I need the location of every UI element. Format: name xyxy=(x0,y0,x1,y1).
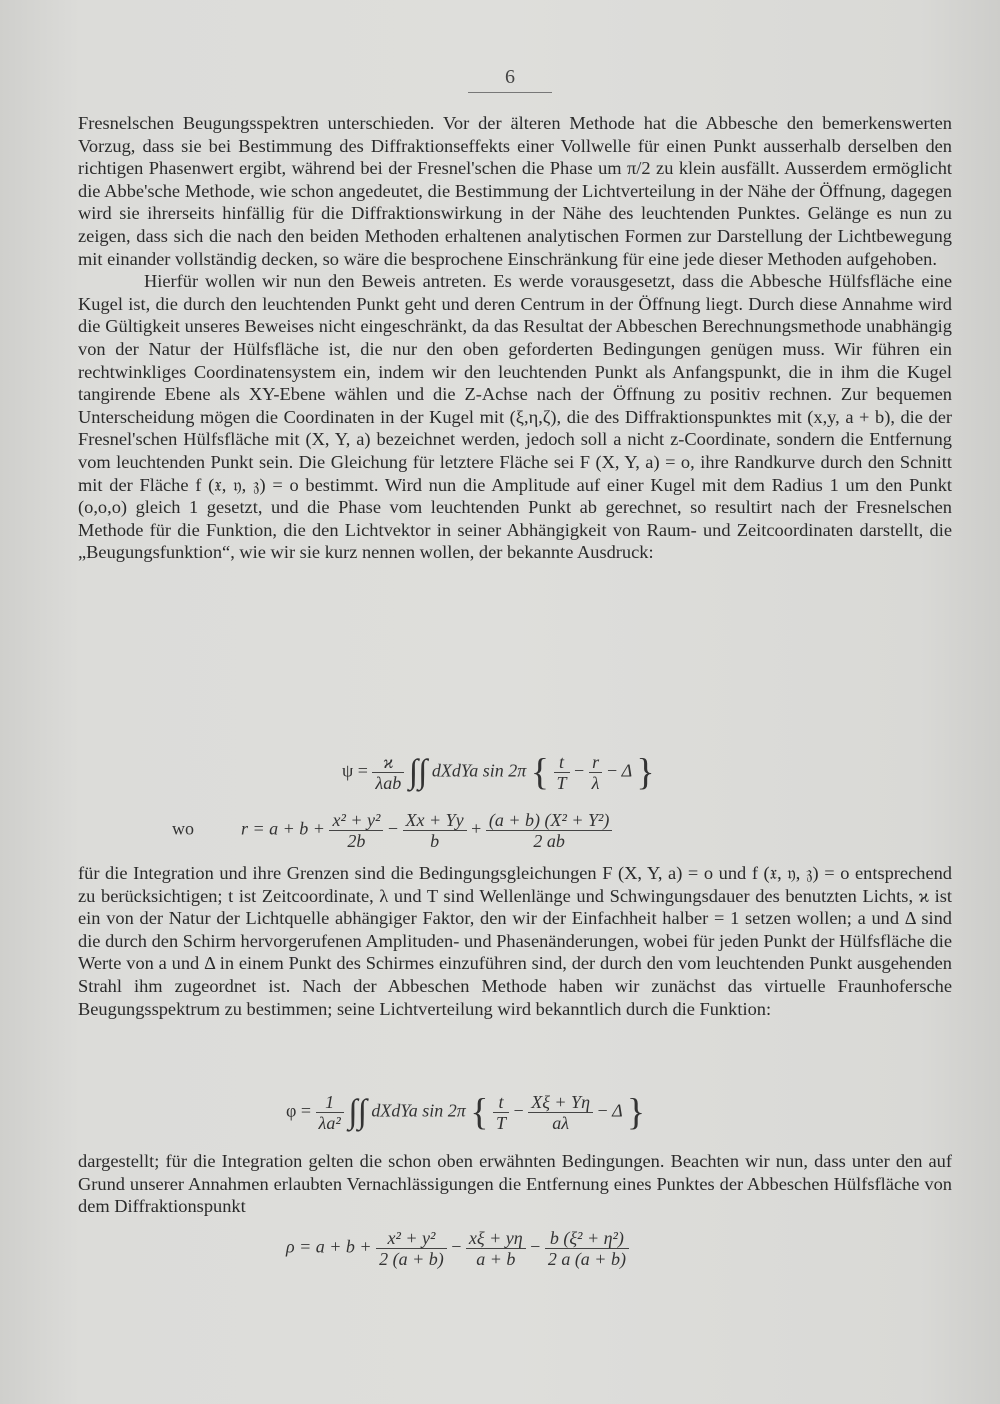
page-number-rule xyxy=(468,92,552,93)
formula-psi-lhs: ψ = xyxy=(342,760,368,781)
paragraph-1-block xyxy=(78,112,952,564)
formula-r-term-1 xyxy=(329,810,383,851)
fraction-denominator: b xyxy=(430,831,440,851)
fraction-numerator: xξ + yη xyxy=(466,1228,526,1249)
minus-sign: − xyxy=(597,1100,613,1121)
formula-psi-integrand: dXdYa sin 2π xyxy=(431,760,527,781)
minus-sign: − xyxy=(387,818,403,839)
formula-phi-t-over-T xyxy=(493,1092,509,1133)
minus-sign: − xyxy=(451,1236,466,1257)
paragraph-2: Hierfür wollen wir nun den Beweis antreten. Es werde vorausgesetzt, dass die Abbesche Hülfsfläche eine Kugel ist, die durch den leuchtenden Punkt geht und deren Centrum in der Öffnung liegt. Durch diese Annahme wird die Gültigkeit unseres Beweises nicht eingeschränkt, da das Resultat der Abbeschen Berechnungsmethode unabhängig von der Natur der Hülfsfläche ist, die nur den oben geforderten Bedingungen genügen muss. Wir führen ein rechtwinkliges Coordinatensystem ein, indem wir den leuchtenden Punkt als Anfangspunkt, die in ihm die Kugel tangirende Ebene als XY-Ebene wählen und die Z-Achse nach der Öffnung zu positiv rechnen. Zur bequemen Unterscheidung mögen die Coordinaten in der Kugel mit (ξ,η,ζ), die des Diffraktionspunktes mit (x,y, a + b), die der Fresnel'schen Hülfsfläche mit (X, Y, a) bezeichnet werden, jedoch soll a nicht z-Coordinate, sondern die Entfernung vom leuchtenden Punkt sein. Die Gleichung für letztere Fläche sei F (X, Y, a) = o, ihre Randkurve durch den Schnitt mit der Fläche f (𝔵, 𝔶, 𝔷) = o bestimmt. Wird nun die Amplitude auf einer Kugel mit dem Radius 1 um den Punkt (o,o,o) gleich 1 gesetzt, und die Phase vom leuchtenden Punkt ab gerechnet, so resultirt nach der Fresnelschen Methode für die Funktion, die den Lichtvektor in seiner Abhängigkeit von Raum- und Zeitcoordinaten darstellt, die „Beugungsfunktion“, wie wir sie kurz nennen wollen, der bekannte Ausdruck: xyxy=(78,271,952,563)
fraction-denominator: a + b xyxy=(476,1249,516,1269)
formula-rho-lhs: ρ = a + b + xyxy=(286,1236,372,1257)
fraction-denominator: λa² xyxy=(318,1113,341,1133)
formula-rho-term-3 xyxy=(545,1228,629,1269)
paragraph-1: Fresnelschen Beugungsspektren unterschieden. Vor der älteren Methode hat die Abbesche den bemerkenswerten Vorzug, dass sie bei Bestimmung des Diffraktionseffekts einer Vollwelle für einen Punkt ausserhalb derselben den richtigen Phasenwert ergibt, während bei der Fresnel'schen die Phase um π/2 zu klein ausfällt. Ausserdem ermöglicht die Abbe'sche Methode, wie schon angedeutet, die Bestimmung der Lichtverteilung in der Nähe der Öffnung, dagegen wird sie ihrerseits hinfällig für die Diffraktionswirkung in der Nähe des leuchtenden Punktes. Gelänge es nun zu zeigen, dass sich die nach den beiden Methoden erhaltenen analytischen Formen zur Darstellung der Lichtbewegung mit einander vollständig decken, so wäre die besprochene Einschränkung für eine jede dieser Methoden aufgehoben. xyxy=(78,113,952,269)
right-brace: } xyxy=(626,1091,646,1134)
fraction-numerator: t xyxy=(493,1092,509,1113)
minus-sign: − xyxy=(513,1100,529,1121)
double-integral-sign: ∫∫ xyxy=(408,753,428,791)
formula-rho-term-1 xyxy=(376,1228,447,1269)
paragraph-4-block xyxy=(78,1150,952,1218)
formula-r-term-2 xyxy=(403,810,467,851)
fraction-denominator: 2 a (a + b) xyxy=(547,1249,626,1269)
formula-phi xyxy=(286,1092,645,1133)
fraction-numerator: (a + b) (X² + Y²) xyxy=(486,810,613,831)
fraction-denominator: 2 (a + b) xyxy=(379,1249,444,1269)
fraction-denominator: λab xyxy=(375,773,402,793)
formula-phi-lhs: φ = xyxy=(286,1100,312,1121)
formula-psi-coefficient xyxy=(372,752,404,793)
minus-sign: − xyxy=(574,760,589,781)
formula-psi xyxy=(342,752,655,793)
formula-phi-integrand: dXdYa sin 2π xyxy=(371,1100,466,1121)
fraction-denominator: 2b xyxy=(347,831,366,851)
formula-rho xyxy=(286,1228,629,1269)
left-brace: { xyxy=(530,751,549,794)
paragraph-3-block xyxy=(78,862,952,1020)
formula-psi-t-over-T xyxy=(554,752,570,793)
page-number: 6 xyxy=(505,66,515,88)
formula-wo-label: wo xyxy=(172,818,194,839)
fraction-numerator: x² + y² xyxy=(329,810,383,831)
fraction-numerator: b (ξ² + η²) xyxy=(545,1228,629,1249)
fraction-numerator: 1 xyxy=(316,1092,344,1113)
formula-r xyxy=(172,810,612,851)
minus-sign: − xyxy=(606,760,622,781)
formula-r-lhs: r = a + b + xyxy=(241,818,325,839)
fraction-numerator: ϰ xyxy=(372,752,404,773)
fraction-denominator: T xyxy=(496,1113,507,1133)
double-integral-sign: ∫∫ xyxy=(348,1093,367,1131)
fraction-denominator: T xyxy=(556,773,567,793)
paragraph-3: für die Integration und ihre Grenzen sind die Bedingungsgleichungen F (X, Y, a) = o und f (𝔵, 𝔶, 𝔷) = o entsprechend zu berücksichtigen; t ist Zeitcoordinate, λ und T sind Wellenlänge und Schwingungsdauer des benutzten Lichts, ϰ ist ein von der Natur der Lichtquelle abhängiger Faktor, den wir der Einfachheit halber = 1 setzen wollen; a und Δ sind die durch den Schirm hervorgerufenen Amplituden- und Phasenänderungen, wobei für jeden Punkt der Hülfsfläche die Werte von a und Δ in einem Punkt des Schirmes einzuführen sind, der durch den vom leuchtenden Punkt ausgehenden Strahl ihm zugeordnet ist. Nach der Abbeschen Methode haben wir zunächst das virtuelle Fraunhofersche Beugungsspektrum zu bestimmen; seine Lichtverteilung wird bekanntlich durch die Funktion: xyxy=(78,863,952,1019)
fraction-numerator: r xyxy=(589,752,603,773)
formula-phi-coefficient xyxy=(316,1092,344,1133)
right-brace: } xyxy=(636,751,655,794)
formula-psi-delta: Δ xyxy=(621,760,632,781)
formula-phi-delta: Δ xyxy=(612,1100,623,1121)
paragraph-4: dargestellt; für die Integration gelten die schon oben erwähnten Bedingungen. Beachten wir nun, dass unter den auf Grund unserer Annahmen erlaubten Vernachlässigungen die Entfernung eines Punktes der Abbeschen Hülfsfläche von dem Diffraktionspunkt xyxy=(78,1151,952,1217)
fraction-denominator: λ xyxy=(591,773,600,793)
formula-rho-term-2 xyxy=(466,1228,526,1269)
plus-sign: + xyxy=(471,818,486,839)
minus-sign: − xyxy=(530,1236,545,1257)
formula-phi-phase-term xyxy=(528,1092,593,1133)
fraction-denominator: aλ xyxy=(552,1113,569,1133)
fraction-denominator: 2 ab xyxy=(533,831,565,851)
fraction-numerator: x² + y² xyxy=(376,1228,447,1249)
left-brace: { xyxy=(470,1091,489,1134)
formula-r-term-3 xyxy=(486,810,613,851)
fraction-numerator: Xx + Yy xyxy=(403,810,467,831)
fraction-numerator: t xyxy=(554,752,570,773)
formula-psi-r-over-lambda xyxy=(589,752,603,793)
fraction-numerator: Xξ + Yη xyxy=(528,1092,593,1113)
